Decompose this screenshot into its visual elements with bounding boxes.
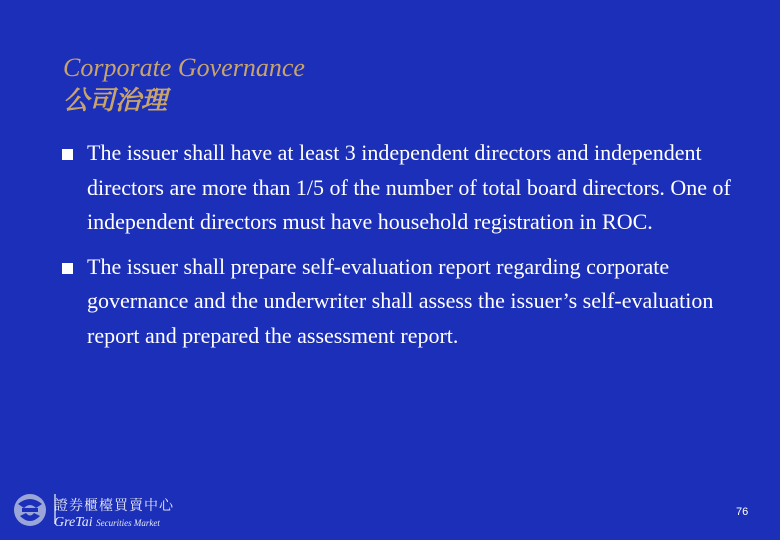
bullet-text: The issuer shall have at least 3 independent directors and independent directors are more than 1/5 of the number of total board directors. One of independent directors must have household registration in ROC. — [87, 140, 731, 234]
square-bullet-icon — [62, 263, 73, 274]
logo-chinese-text: 證券櫃檯買賣中心 — [54, 498, 174, 514]
logo-brand: GreTai — [54, 515, 93, 530]
slide-title-chinese: 公司治理 — [63, 86, 168, 116]
page-number: 76 — [736, 506, 749, 518]
square-bullet-icon — [62, 149, 73, 160]
bullet-list — [62, 136, 752, 363]
logo-subtitle: Securities Market — [96, 518, 160, 528]
bullet-text: The issuer shall prepare self-evaluation report regarding corporate governance and the underwriter shall assess the issuer’s self-evaluation report and prepared the assessment report. — [87, 253, 714, 348]
bullet-item — [62, 136, 752, 240]
logo-english-text — [54, 515, 160, 531]
bullet-item — [62, 250, 752, 354]
slide-title: Corporate Governance — [63, 53, 305, 82]
